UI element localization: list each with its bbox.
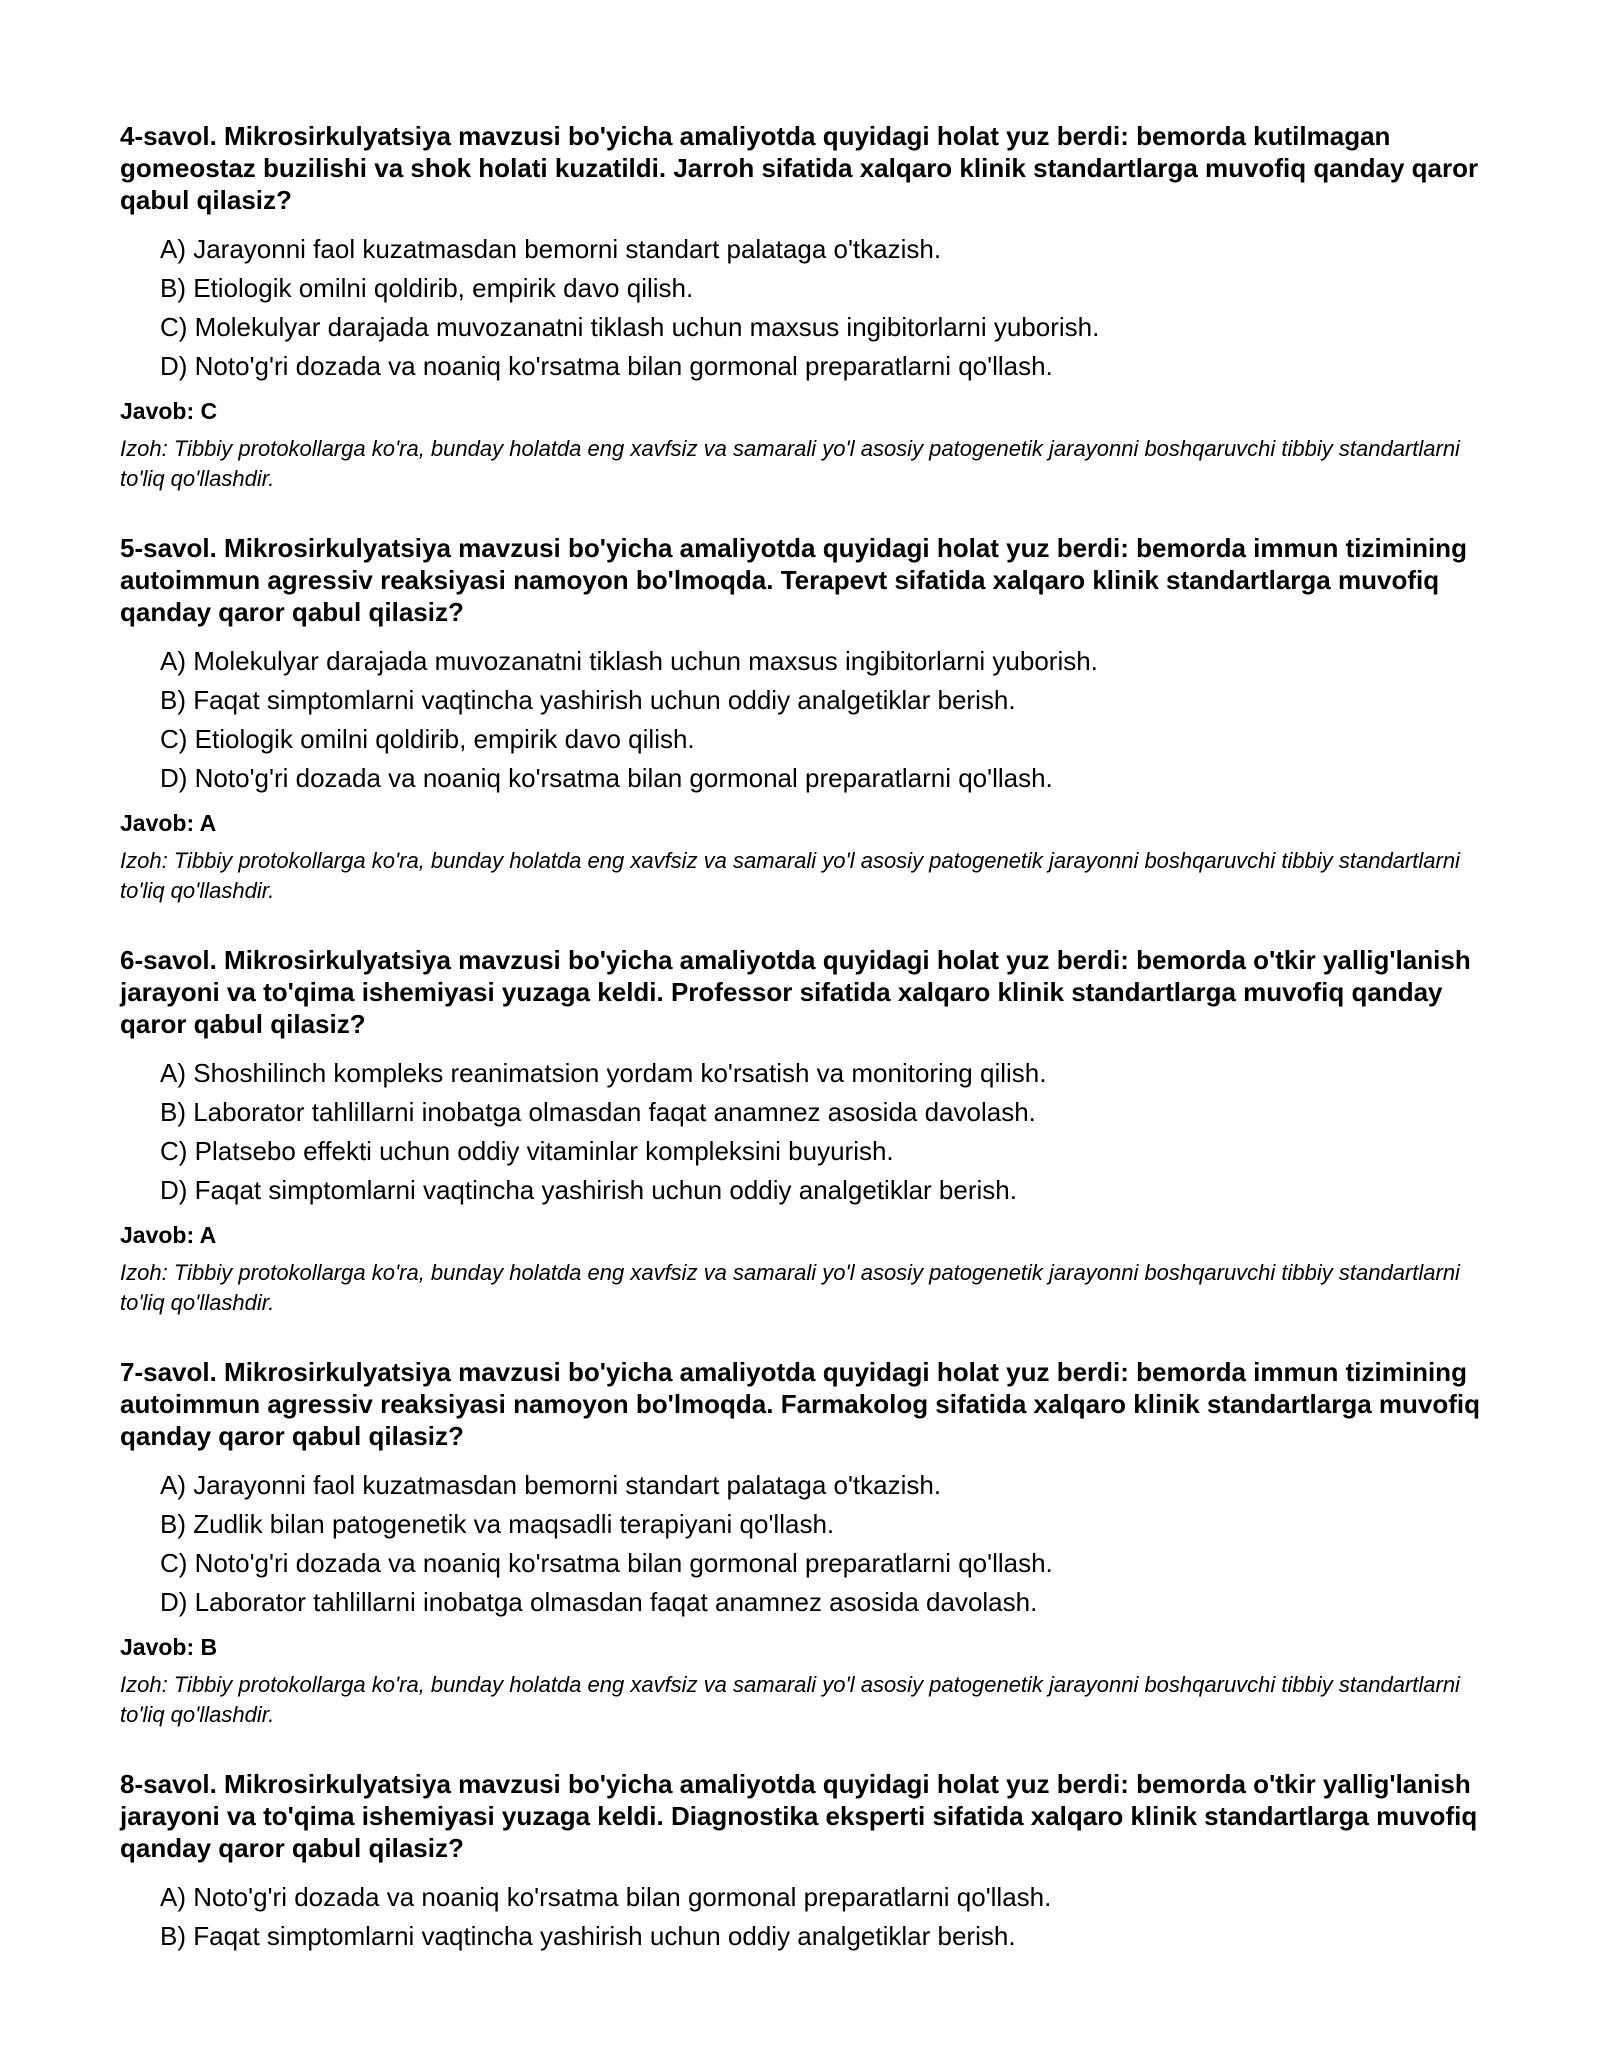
question-text: 8-savol. Mikrosirkulyatsiya mavzusi bo'yicha amaliyotda quyidagi holat yuz berdi: bemorda o'tkir yallig'lanish jarayoni va to'qima ishemiyasi yuzaga keldi. Diagnostika eksperti sifatida xalqaro klinik standartlarga muvofiq qanday qaror qabul qilasiz? — [120, 1769, 1478, 1863]
option-d: D) Noto'g'ri dozada va noaniq ko'rsatma bilan gormonal preparatlarni qo'llash. — [160, 763, 1053, 793]
answer-label: Javob: B — [120, 1634, 218, 1660]
option-a: A) Jarayonni faol kuzatmasdan bemorni standart palataga o'tkazish. — [160, 1470, 942, 1500]
option-b: B) Faqat simptomlarni vaqtincha yashirish uchun oddiy analgetiklar berish. — [160, 1921, 1016, 1951]
option-b: B) Faqat simptomlarni vaqtincha yashirish uchun oddiy analgetiklar berish. — [160, 685, 1016, 715]
option-b: B) Laborator tahlillarni inobatga olmasdan faqat anamnez asosida davolash. — [160, 1097, 1036, 1127]
option-b: B) Etiologik omilni qoldirib, empirik davo qilish. — [160, 273, 694, 303]
explanation-text: Izoh: Tibbiy protokollarga ko'ra, bunday holatda eng xavfsiz va samarali yo'l asosiy patogenetik jarayonni boshqaruvchi tibbiy standartlarni to'liq qo'llashdir. — [120, 436, 1460, 491]
option-c: C) Molekulyar darajada muvozanatni tiklash uchun maxsus ingibitorlarni yuborish. — [160, 312, 1100, 342]
option-d: D) Laborator tahlillarni inobatga olmasdan faqat anamnez asosida davolash. — [160, 1587, 1038, 1617]
question-block — [120, 532, 1505, 906]
answer-label: Javob: C — [120, 398, 218, 424]
question-block — [120, 1356, 1505, 1730]
option-b: B) Zudlik bilan patogenetik va maqsadli terapiyani qo'llash. — [160, 1509, 835, 1539]
explanation-text: Izoh: Tibbiy protokollarga ko'ra, bunday holatda eng xavfsiz va samarali yo'l asosiy patogenetik jarayonni boshqaruvchi tibbiy standartlarni to'liq qo'llashdir. — [120, 1672, 1460, 1727]
option-a: A) Jarayonni faol kuzatmasdan bemorni standart palataga o'tkazish. — [160, 234, 942, 264]
question-block — [120, 120, 1505, 494]
option-c: C) Noto'g'ri dozada va noaniq ko'rsatma bilan gormonal preparatlarni qo'llash. — [160, 1548, 1053, 1578]
answer-label: Javob: A — [120, 810, 217, 836]
explanation-text: Izoh: Tibbiy protokollarga ko'ra, bunday holatda eng xavfsiz va samarali yo'l asosiy patogenetik jarayonni boshqaruvchi tibbiy standartlarni to'liq qo'llashdir. — [120, 848, 1460, 903]
question-text: 4-savol. Mikrosirkulyatsiya mavzusi bo'yicha amaliyotda quyidagi holat yuz berdi: bemorda kutilmagan gomeostaz buzilishi va shok holati kuzatildi. Jarroh sifatida xalqaro klinik standartlarga muvofiq qanday qaror qabul qilasiz? — [120, 121, 1479, 215]
question-block — [120, 944, 1505, 1318]
question-text: 7-savol. Mikrosirkulyatsiya mavzusi bo'yicha amaliyotda quyidagi holat yuz berdi: bemorda immun tizimining autoimmun agressiv reaksiyasi namoyon bo'lmoqda. Farmakolog sifatida xalqaro klinik standartlarga muvofiq qanday qaror qabul qilasiz? — [120, 1357, 1481, 1451]
option-a: A) Molekulyar darajada muvozanatni tiklash uchun maxsus ingibitorlarni yuborish. — [160, 646, 1098, 676]
question-text: 6-savol. Mikrosirkulyatsiya mavzusi bo'yicha amaliyotda quyidagi holat yuz berdi: bemorda o'tkir yallig'lanish jarayoni va to'qima ishemiyasi yuzaga keldi. Professor sifatida xalqaro klinik standartlarga muvofiq qanday qaror qabul qilasiz? — [120, 945, 1471, 1039]
question-text: 5-savol. Mikrosirkulyatsiya mavzusi bo'yicha amaliyotda quyidagi holat yuz berdi: bemorda immun tizimining autoimmun agressiv reaksiyasi namoyon bo'lmoqda. Terapevt sifatida xalqaro klinik standartlarga muvofiq qanday qaror qabul qilasiz? — [120, 533, 1467, 627]
question-block — [120, 1768, 1505, 1956]
explanation-text: Izoh: Tibbiy protokollarga ko'ra, bunday holatda eng xavfsiz va samarali yo'l asosiy patogenetik jarayonni boshqaruvchi tibbiy standartlarni to'liq qo'llashdir. — [120, 1260, 1460, 1315]
option-c: C) Etiologik omilni qoldirib, empirik davo qilish. — [160, 724, 695, 754]
option-a: A) Shoshilinch kompleks reanimatsion yordam ko'rsatish va monitoring qilish. — [160, 1058, 1047, 1088]
answer-label: Javob: A — [120, 1222, 217, 1248]
option-a: A) Noto'g'ri dozada va noaniq ko'rsatma bilan gormonal preparatlarni qo'llash. — [160, 1882, 1052, 1912]
option-d: D) Faqat simptomlarni vaqtincha yashirish uchun oddiy analgetiklar berish. — [160, 1175, 1017, 1205]
document-page — [120, 120, 1505, 1994]
option-d: D) Noto'g'ri dozada va noaniq ko'rsatma bilan gormonal preparatlarni qo'llash. — [160, 351, 1053, 381]
option-c: C) Platsebo effekti uchun oddiy vitaminlar kompleksini buyurish. — [160, 1136, 894, 1166]
